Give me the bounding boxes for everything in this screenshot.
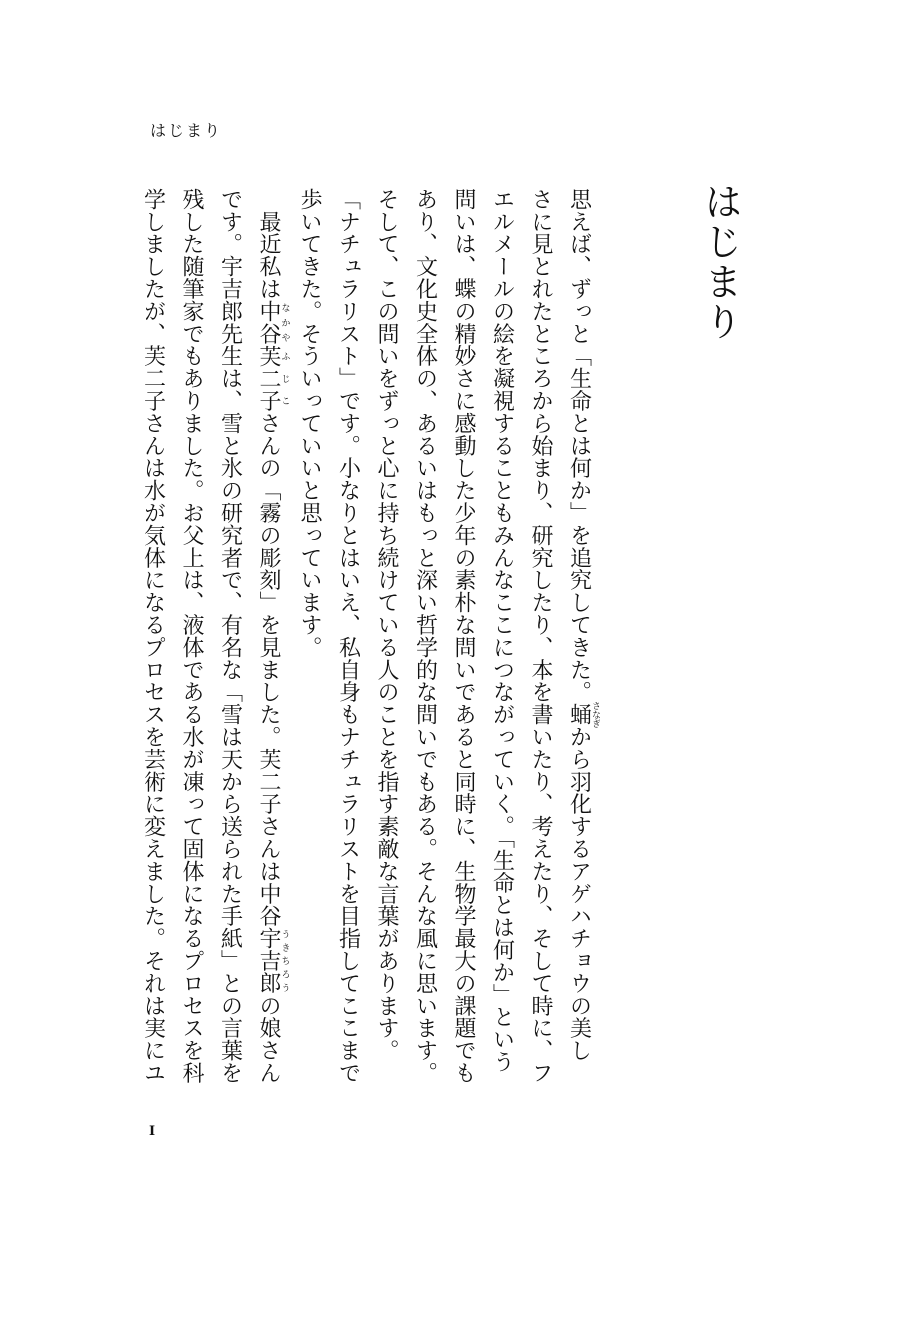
ruby-nakaya <box>256 300 290 345</box>
text-segment: から羽化するアゲハチョウの美し <box>566 725 592 1062</box>
chapter-title: はじまり <box>698 182 742 342</box>
text-line-8: 歩いてきた。そういっていいと思っています。 <box>297 188 322 659</box>
text-line-4: 問いは、蝶の精妙さに感動した少年の素朴な問いであると同時に、生物学最大の課題でも <box>451 188 476 1084</box>
ruby-base: 蛹 <box>566 700 592 728</box>
ruby-base: 宇吉郎 <box>256 927 281 995</box>
ruby-reading: うきちろう <box>279 927 290 995</box>
ruby-ukichiro <box>256 927 290 995</box>
page-number: I <box>149 1124 156 1139</box>
ruby-fujiko <box>256 344 290 413</box>
body-text <box>102 188 600 1118</box>
text-line-6: そして、この問いをずっと心に持ち続けている人のことを指す素敵な言葉があります。 <box>374 188 399 1062</box>
ruby-reading: さなぎ <box>590 700 600 728</box>
text-line-1 <box>559 188 600 1118</box>
text-line-12: 学しましたが、芙二子さんは水が気体になるプロセスを芸術に変えました。それは実にユ <box>140 188 166 1084</box>
text-line-2: さに見とれたところから始まり、研究したり、本を書いたり、考えたり、そして時に、フ <box>528 188 553 1084</box>
text-line-10: です。宇吉郎先生は、雪と氷の研究者で、有名な「雪は天から送られた手紙」との言葉を <box>217 188 243 1084</box>
text-line-7: 「ナチュラリスト」です。小なりとはいえ、私自身もナチュラリストを目指してここまで <box>335 188 361 1084</box>
running-head: はじまり <box>150 121 223 140</box>
ruby-reading: なかや <box>279 300 290 345</box>
text-line-5: あり、文化史全体の、あるいはもっと深い哲学的な問いでもある。そんな風に思います。 <box>412 188 438 1084</box>
text-line-9 <box>249 188 290 1118</box>
text-segment: の娘さん <box>256 994 281 1085</box>
ruby-reading: ふじこ <box>279 344 290 412</box>
text-line-11: 残した随筆家でもありました。お父上は、液体である水が凍って固体になるプロセスを科 <box>179 188 204 1084</box>
ruby-base: 芙二子 <box>256 344 281 413</box>
ruby-base: 中谷 <box>256 300 281 345</box>
ruby-sanagi <box>566 700 600 728</box>
text-line-3: エルメールの絵を凝視することもみんなここにつながっていく。「生命とは何か」という <box>489 188 515 1073</box>
text-segment: 思えば、ずっと「生命とは何か」を追究してきた。 <box>566 188 592 704</box>
text-segment: 最近私は <box>256 188 281 300</box>
text-segment: さんの「霧の彫刻」を見ました。芙二子さんは中谷 <box>256 412 281 928</box>
